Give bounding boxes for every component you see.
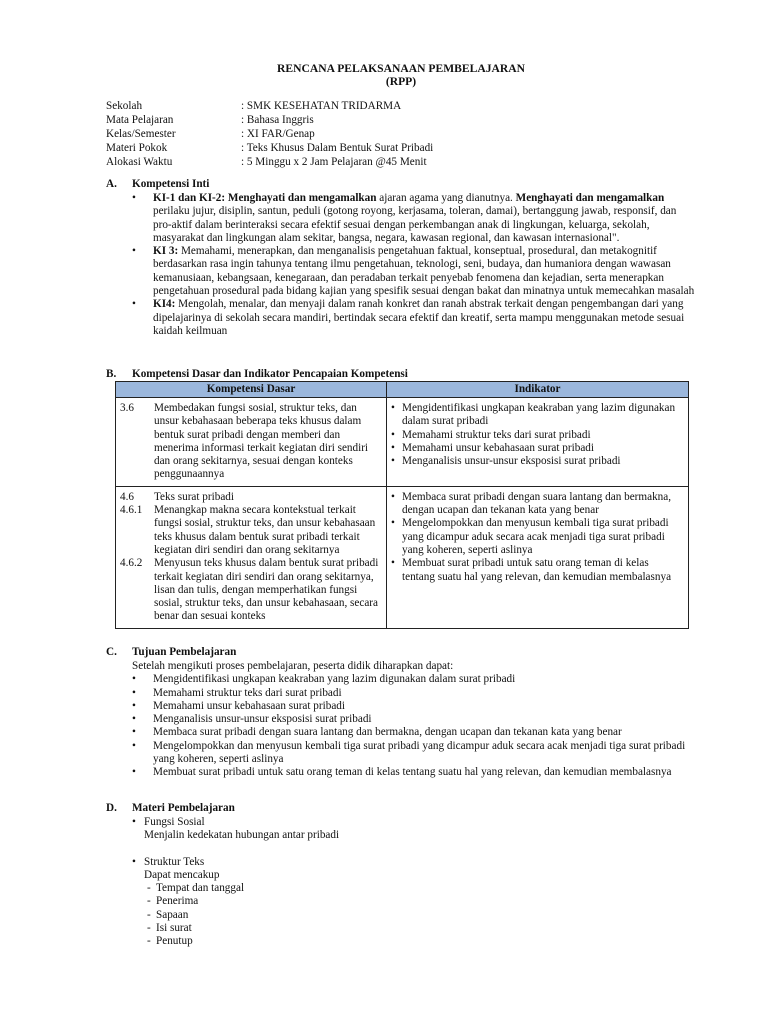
- meta-value: : 5 Minggu x 2 Jam Pelajaran @45 Menit: [241, 156, 427, 168]
- ki-4-text: Mengolah, menalar, dan menyaji dalam ranah konkret dan ranah abstrak terkait dengan pengembangan dari yang dipelajarinya di sekolah secara mandiri, bertindak secara efektif dan kreatif, serta mampu menggunakan metode sesuai kaidah keilmuan: [153, 298, 685, 337]
- list-item: - Penutup: [144, 935, 696, 948]
- meta-key: Mata Pelajaran: [106, 114, 174, 126]
- table-header-row: [116, 382, 689, 398]
- meta-key: Kelas/Semester: [106, 128, 176, 140]
- ki-1-2-label: KI-1 dan KI-2: Menghayati dan mengamalkan: [153, 192, 377, 204]
- list-item: • Membuat surat pribadi untuk satu orang teman di kelas tentang suatu hal yang relevan, dan kemudian membalasnya: [391, 557, 684, 584]
- meta-value: : XI FAR/Genap: [241, 128, 315, 140]
- section-letter: C.: [106, 646, 117, 658]
- section-letter: D.: [106, 802, 117, 814]
- section-heading: [106, 368, 696, 382]
- section-letter: A.: [106, 178, 117, 190]
- kd-number: 4.6.1: [120, 504, 143, 517]
- section-tujuan-pembelajaran: [106, 646, 706, 780]
- list-item: - Tempat dan tanggal: [144, 882, 696, 895]
- table-header-kompetensi-dasar: Kompetensi Dasar: [116, 382, 387, 398]
- materi-list: [132, 816, 696, 829]
- ki-3-text: Memahami, menerapkan, dan menganalisis pengetahuan faktual, konseptual, prosedural, dan metakognitif berdasarkan rasa ingin tahunya tentang ilmu pengetahuan, teknologi, seni, budaya, dan humaniora dengan wawasan kemanusiaan, kebangsaan, kenegaraan, dan peradaban terkait penyebab fenomena dan kejadian, serta menerapkan pengetahuan prosedural pada bidang kajian yang spesifik sesuai dengan bakat dan minatnya untuk memecahkan masalah: [153, 245, 695, 298]
- kd-number: 3.6: [120, 402, 134, 414]
- list-item: • Memahami struktur teks dari surat pribadi: [132, 687, 706, 700]
- section-kompetensi-inti: [106, 178, 696, 338]
- meta-row: [106, 114, 433, 128]
- section-heading: [106, 646, 706, 660]
- kd-text: Membedakan fungsi sosial, struktur teks, dan unsur kebahasaan beberapa teks khusus dalam bentuk surat pribadi dengan memberi dan menerima informasi terkait kegiatan diri sendiri dan orang sekitarnya, sesuai dengan konteks penggunaannya: [154, 402, 369, 481]
- table-cell-kd: [116, 486, 387, 628]
- list-item: • Menganalisis unsur-unsur eksposisi surat pribadi: [132, 713, 706, 726]
- list-item: • Memahami unsur kebahasaan surat pribadi: [391, 442, 684, 455]
- list-item: • Membaca surat pribadi dengan suara lantang dan bermakna, dengan ucapan dan tekanan kata yang benar: [391, 491, 684, 518]
- table-cell-indikator: [387, 398, 689, 487]
- identity-block: [106, 100, 433, 170]
- meta-row: [106, 100, 433, 114]
- section-heading: [106, 178, 696, 192]
- objective-list: [132, 673, 706, 779]
- meta-value: : Bahasa Inggris: [241, 114, 314, 126]
- table-row: [116, 486, 689, 628]
- document-title: RENCANA PELAKSANAAN PEMBELAJARAN: [277, 62, 525, 75]
- ki-1-2-text: ajaran agama yang dianutnya.: [376, 192, 516, 204]
- indicator-list: [391, 402, 684, 468]
- list-item: • Mengidentifikasi ungkapan keakraban yang lazim digunakan dalam surat pribadi: [391, 402, 684, 429]
- ki-4-item: [132, 298, 696, 338]
- table-cell-kd: [116, 398, 387, 487]
- table-header-indikator: Indikator: [387, 382, 689, 398]
- section-letter: B.: [106, 368, 117, 380]
- list-item: • Mengelompokkan dan menyusun kembali tiga surat pribadi yang dicampur aduk secara acak menjadi tiga surat pribadi yang koheren, seperti aslinya: [391, 517, 684, 557]
- meta-key: Sekolah: [106, 100, 143, 112]
- struktur-list: [144, 882, 696, 948]
- kd-item: [120, 402, 382, 482]
- ki-3-label: KI 3:: [153, 245, 179, 258]
- kd-text: Teks surat pribadi: [154, 490, 234, 503]
- kd-item: [120, 557, 382, 623]
- section-materi-pembelajaran: [106, 802, 696, 949]
- document-subtitle: (RPP): [385, 75, 417, 88]
- ki-1-2-emphasis: Menghayati dan mengamalkan: [515, 192, 665, 204]
- section-title: Materi Pembelajaran: [132, 802, 235, 814]
- section-title: Kompetensi Inti: [132, 178, 210, 190]
- section-body: [132, 816, 696, 949]
- section-title: Kompetensi Dasar dan Indikator Pencapaian Kompetensi: [132, 368, 408, 380]
- materi-list: [132, 856, 696, 869]
- section-kompetensi-dasar: [106, 368, 696, 382]
- meta-value: : Teks Khusus Dalam Bentuk Surat Pribadi: [241, 142, 434, 154]
- list-item: • Membaca surat pribadi dengan suara lantang dan bermakna, dengan ucapan dan tekanan kata yang benar: [132, 726, 706, 739]
- kd-text: Menyusun teks khusus dalam bentuk surat pribadi terkait kegiatan diri sendiri dan orang sekitarnya, lisan dan tulis, dengan memperhatikan fungsi sosial, struktur teks, dan unsur kebahasaan, secara benar dan sesuai konteks: [154, 557, 379, 623]
- meta-row: [106, 142, 433, 156]
- indicator-list: [391, 491, 684, 584]
- ki-3-item: [132, 245, 696, 298]
- kd-number: 4.6.2: [120, 557, 143, 570]
- table-row: [116, 398, 689, 487]
- meta-row: [106, 128, 433, 142]
- list-item: • Mengelompokkan dan menyusun kembali tiga surat pribadi yang dicampur aduk secara acak menjadi tiga surat pribadi yang koheren, seperti aslinya: [132, 740, 706, 767]
- table-cell-indikator: [387, 486, 689, 628]
- kd-text: Menangkap makna secara kontekstual terkait fungsi sosial, struktur teks, dan unsur kebahasaan teks khusus dalam bentuk surat pribadi terkait kegiatan diri sendiri dan orang sekitarnya: [154, 504, 376, 556]
- meta-key: Materi Pokok: [106, 142, 168, 154]
- meta-key: Alokasi Waktu: [106, 156, 173, 168]
- list-item: - Sapaan: [144, 909, 696, 922]
- list-item: • Membuat surat pribadi untuk satu orang teman di kelas tentang suatu hal yang relevan, dan kemudian membalasnya: [132, 766, 706, 779]
- section-title: Tujuan Pembelajaran: [132, 646, 237, 658]
- list-item: • Struktur Teks: [132, 856, 696, 869]
- list-item: • Memahami unsur kebahasaan surat pribadi: [132, 700, 706, 713]
- section-heading: [106, 802, 696, 816]
- ki-1-2-text-cont: perilaku jujur, disiplin, santun, peduli (gotong royong, kerjasama, toleran, damai), bertanggung jawab, responsif, dan pro-aktif dalam berinteraksi secara efektif sesuai dengan perkembangan anak di lingkungan, keluarga, sekolah, masyarakat dan lingkungan alam sekitar, bangsa, negara, kawasan regional, dan kawasan internasional".: [153, 205, 677, 244]
- kd-item: [120, 491, 382, 504]
- ki-1-2-item: [132, 192, 696, 245]
- kd-number: 4.6: [120, 490, 134, 503]
- list-item: • Menganalisis unsur-unsur eksposisi surat pribadi: [391, 455, 684, 468]
- list-item: • Fungsi Sosial: [132, 816, 696, 829]
- kd-item: [120, 504, 382, 557]
- fungsi-sosial-text: Menjalin kedekatan hubungan antar pribadi: [144, 829, 340, 842]
- struktur-intro: Dapat mencakup: [144, 868, 220, 881]
- meta-row: [106, 156, 433, 170]
- list-item: • Mengidentifikasi ungkapan keakraban yang lazim digunakan dalam surat pribadi: [132, 673, 706, 686]
- meta-value: : SMK KESEHATAN TRIDARMA: [241, 100, 402, 112]
- ki-list: [132, 192, 696, 338]
- ki-4-label: KI4:: [153, 298, 176, 311]
- list-item: - Penerima: [144, 895, 696, 908]
- competency-table: [115, 381, 689, 629]
- list-item: - Isi surat: [144, 922, 696, 935]
- list-item: • Memahami struktur teks dari surat pribadi: [391, 429, 684, 442]
- section-intro: Setelah mengikuti proses pembelajaran, peserta didik diharapkan dapat:: [132, 660, 454, 672]
